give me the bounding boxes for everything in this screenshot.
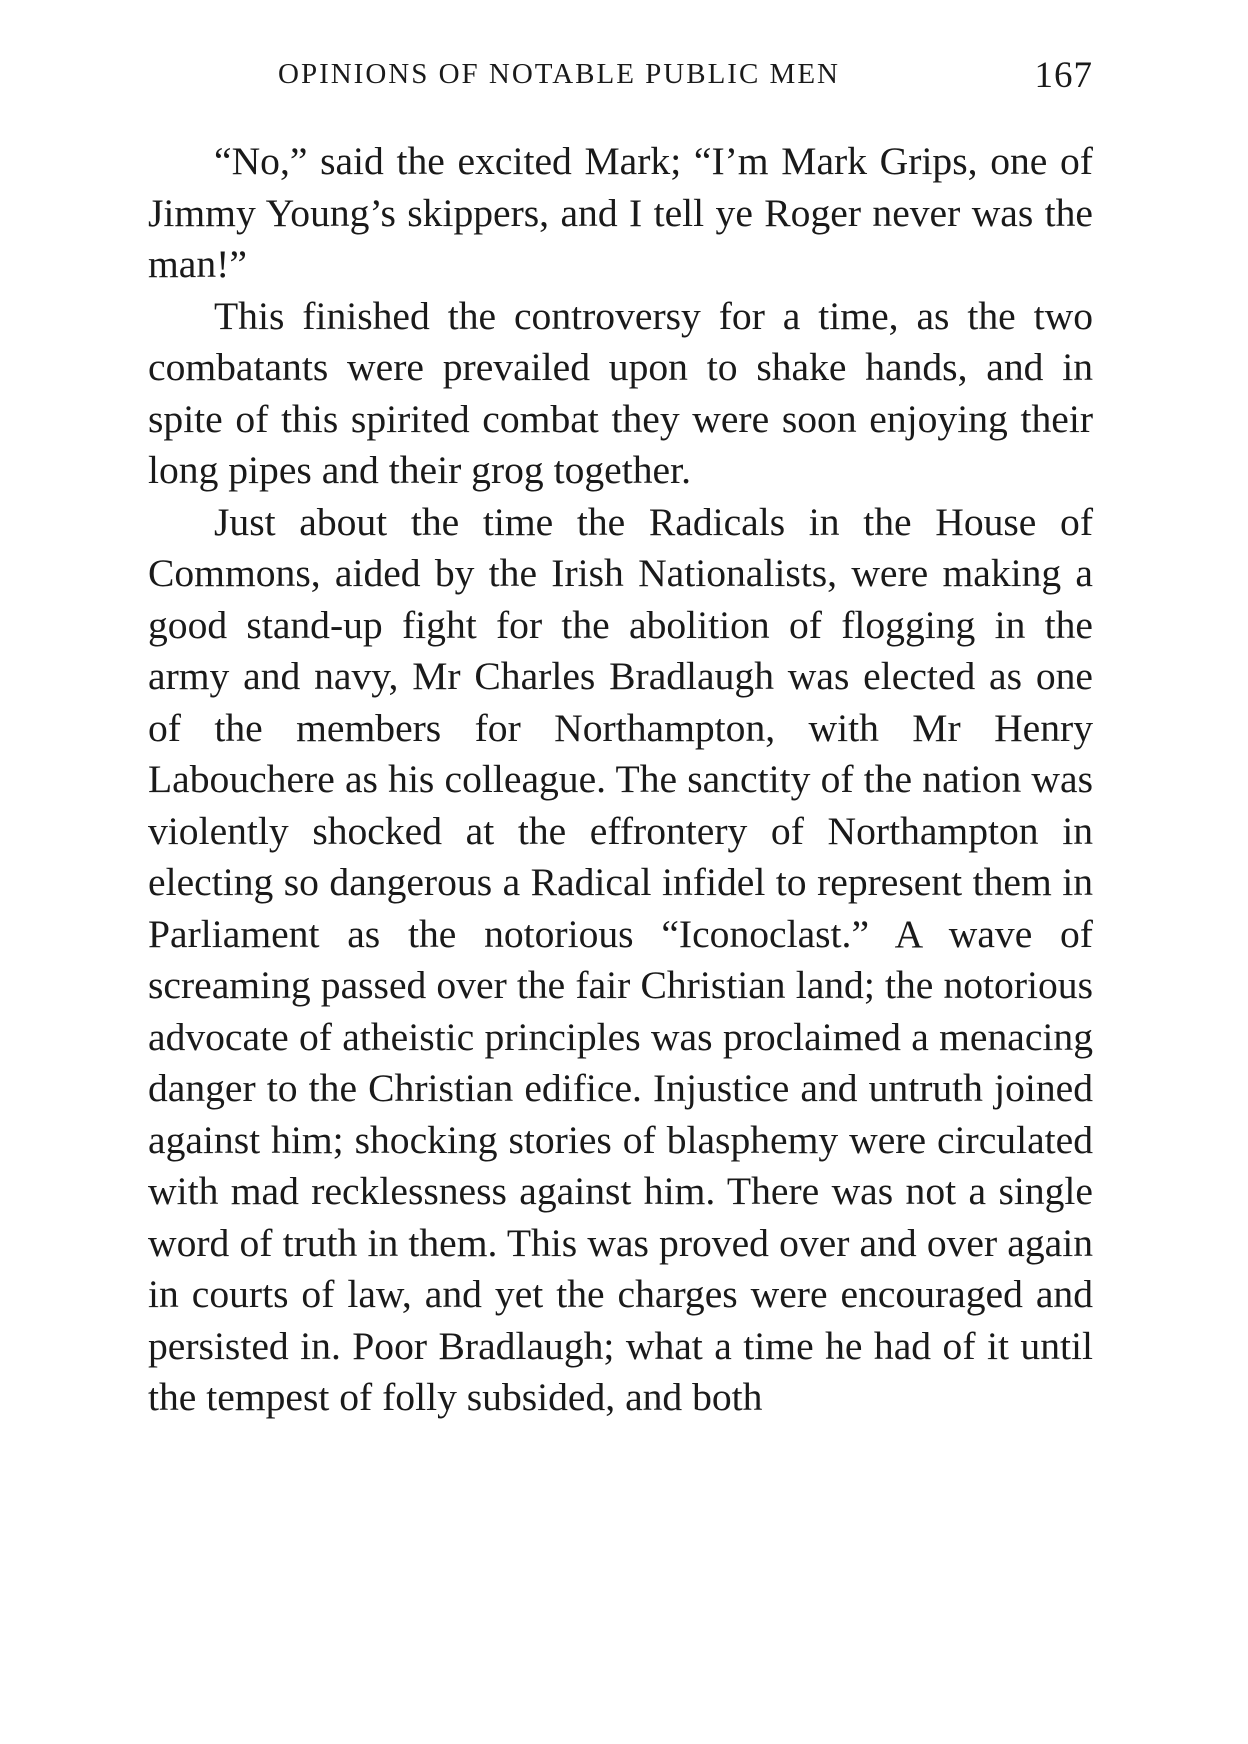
running-title: OPINIONS OF NOTABLE PUBLIC MEN [278,58,840,90]
book-page [148,52,1093,1424]
body-text [148,136,1093,1424]
paragraph-bradlaugh: Just about the time the Radicals in the House of Commons, aided by the Irish Nationalists, were making a good stand-up fight for the abolition of flogging in the army and navy, Mr Charles Bradlaugh was elected as one of the members for Northampton, with Mr Henry Labouchere as his colleague. The sanctity of the nation was violently shocked at the effrontery of Northampton in electing so dangerous a Radical infidel to represent them in Parliament as the notorious “Iconoclast.” A wave of screaming passed over the fair Christian land; the notorious advocate of atheistic principles was proclaimed a menacing danger to the Christian edifice. Injustice and untruth joined against him; shocking stories of blasphemy were circulated with mad recklessness against him. There was not a single word of truth in them. This was proved over and over again in courts of law, and yet the charges were encouraged and persisted in. Poor Bradlaugh; what a time he had of it until the tempest of folly subsided, and both [148,499,1093,1419]
running-head [148,52,1093,102]
paragraph-controversy: This finished the controversy for a time, as the two combatants were prevailed upon to shake hands, and in spite of this spirited combat they were soon enjoying their long pipes and their grog together. [148,293,1093,492]
paragraph-dialogue: “No,” said the excited Mark; “I’m Mark Grips, one of Jimmy Young’s skippers, and I tell ye Roger never was the man!” [148,139,1093,286]
page-number: 167 [1034,55,1093,96]
